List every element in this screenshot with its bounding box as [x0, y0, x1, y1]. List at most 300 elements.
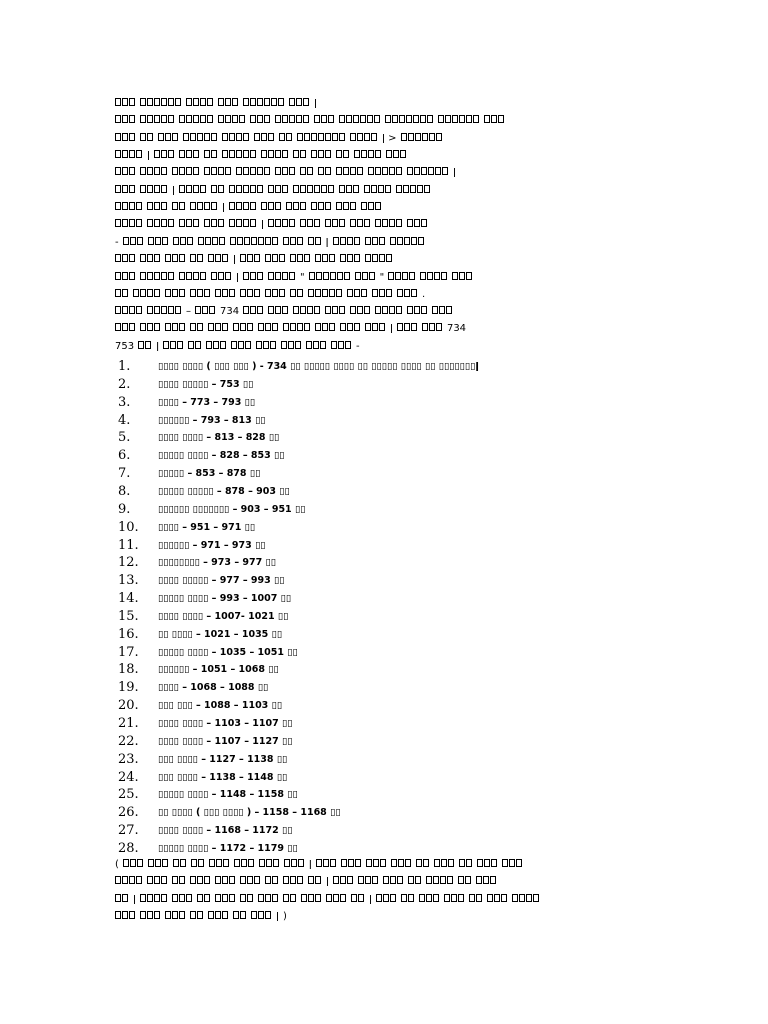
list-item-text: ▯▯▯▯▯▯ – 793 – 813 ▯▯	[158, 414, 266, 426]
list-item	[0, 501, 660, 519]
paragraph-line	[115, 146, 655, 163]
unrendered-word	[115, 907, 136, 924]
unrendered-word	[163, 337, 184, 354]
paragraph-line	[115, 250, 655, 267]
unrendered-word	[376, 890, 397, 907]
unrendered-word	[230, 233, 279, 250]
unrendered-word	[375, 215, 403, 232]
list-item-number: 15.	[118, 608, 139, 624]
unrendered-word	[512, 890, 540, 907]
unrendered-word	[115, 285, 129, 302]
list-item	[0, 733, 660, 751]
unrendered-word	[407, 163, 449, 180]
unrendered-word	[243, 268, 264, 285]
unrendered-word	[147, 215, 175, 232]
paragraph-line	[115, 337, 655, 354]
unrendered-word	[258, 890, 279, 907]
unrendered-word	[190, 250, 204, 267]
literal-text: -	[115, 236, 119, 248]
list-item-number: 28.	[118, 840, 139, 856]
unrendered-word	[140, 129, 154, 146]
unrendered-word	[188, 337, 202, 354]
unrendered-word	[309, 268, 351, 285]
unrendered-word	[364, 181, 392, 198]
unrendered-word	[115, 872, 143, 889]
list-item-text: ▯▯▯▯▯ ▯▯▯▯ – 1172 – 1179 ▯▯	[158, 842, 298, 854]
unrendered-word	[190, 319, 204, 336]
unrendered-word	[341, 855, 362, 872]
unrendered-word	[289, 94, 310, 111]
unrendered-word	[140, 890, 168, 907]
unrendered-word	[350, 215, 371, 232]
literal-text: ǀ >	[382, 132, 397, 144]
literal-text: ǀ	[453, 167, 456, 179]
list-item-number: 17.	[118, 644, 139, 660]
unrendered-word	[208, 319, 229, 336]
literal-text: ǀ	[261, 219, 264, 231]
list-item	[0, 751, 660, 769]
list-item	[0, 786, 660, 804]
list-item-number: 3.	[118, 394, 131, 410]
list-item-number: 21.	[118, 716, 139, 731]
literal-text: ǀ	[233, 254, 236, 266]
unrendered-word	[206, 337, 227, 354]
unrendered-word	[469, 890, 483, 907]
unrendered-word	[265, 285, 286, 302]
list-item-number: 16.	[118, 626, 139, 642]
unrendered-word	[476, 872, 497, 889]
unrendered-word	[165, 285, 186, 302]
unrendered-word	[254, 129, 275, 146]
literal-text: (	[115, 859, 119, 870]
list-item-number: 12.	[118, 555, 139, 571]
literal-text: ǀ	[326, 876, 329, 888]
unrendered-word	[236, 163, 271, 180]
unrendered-word	[459, 855, 473, 872]
literal-text: ǀ	[147, 150, 150, 162]
unrendered-word	[133, 285, 161, 302]
literal-text: .	[422, 288, 426, 300]
unrendered-word	[231, 337, 252, 354]
unrendered-word	[306, 337, 327, 354]
unrendered-word	[233, 319, 254, 336]
unrendered-word	[140, 181, 168, 198]
unrendered-word	[401, 129, 443, 146]
unrendered-word	[186, 94, 214, 111]
unrendered-word	[293, 146, 307, 163]
list-item-text: ▯▯▯▯▯ ▯▯▯▯ – 1148 – 1158 ▯▯	[158, 789, 298, 801]
unrendered-word	[275, 111, 310, 128]
unrendered-word	[179, 146, 200, 163]
unrendered-word	[190, 198, 218, 215]
paragraph-line	[115, 319, 655, 336]
literal-text: ǀ	[222, 202, 225, 214]
list-item	[0, 644, 660, 662]
unrendered-word	[250, 111, 271, 128]
unrendered-word	[115, 319, 136, 336]
list-item-text: ▯▯▯▯ ▯▯▯▯ – 1107 – 1127 ▯▯	[158, 735, 293, 747]
list-item-text: ▯▯▯▯ ▯▯▯▯ ( ▯▯▯ ▯▯▯ ) - 734 ▯▯ ▯▯▯▯▯ ▯▯▯▯ ▯▯ ▯▯▯▯▯ ▯▯▯▯ ▯▯ ▯▯▯▯▯▯▯ǀ	[158, 361, 479, 372]
list-item-text: ▯▯▯▯▯ – 853 – 878 ▯▯	[158, 468, 261, 480]
paragraph-line	[115, 233, 655, 250]
unrendered-word	[336, 163, 364, 180]
unrendered-word	[366, 855, 387, 872]
unrendered-word	[268, 268, 296, 285]
unrendered-word	[326, 890, 347, 907]
unrendered-word	[154, 146, 175, 163]
paragraph-line	[115, 163, 655, 180]
unrendered-word	[388, 268, 416, 285]
unrendered-word	[308, 285, 343, 302]
literal-text: "	[299, 271, 305, 283]
unrendered-word	[179, 111, 214, 128]
list-item-number: 1.	[118, 359, 131, 374]
list-item-text: ▯▯ ▯▯▯▯ – 1021 – 1035 ▯▯	[158, 628, 283, 640]
unrendered-word	[208, 250, 229, 267]
unrendered-word	[365, 250, 393, 267]
unrendered-word	[368, 163, 403, 180]
literal-text: )	[282, 910, 287, 922]
unrendered-word	[173, 855, 187, 872]
list-item	[0, 358, 660, 376]
unrendered-word	[179, 181, 207, 198]
unrendered-word	[240, 285, 261, 302]
unrendered-word	[484, 111, 505, 128]
unrendered-word	[198, 233, 226, 250]
unrendered-word	[148, 233, 169, 250]
list-item	[0, 447, 660, 465]
unrendered-word	[115, 111, 136, 128]
unrendered-word	[218, 111, 246, 128]
unrendered-word	[215, 890, 236, 907]
paragraph-line	[115, 268, 655, 285]
unrendered-word	[444, 890, 465, 907]
list-item	[0, 608, 660, 626]
literal-text: ǀ	[390, 323, 393, 335]
unrendered-word	[350, 129, 378, 146]
unrendered-word	[458, 872, 472, 889]
unrendered-word	[336, 198, 357, 215]
list-item-text: ▯▯▯▯ ▯▯▯▯ – 813 – 828 ▯▯	[158, 432, 280, 444]
unrendered-word	[123, 855, 144, 872]
unrendered-word	[311, 198, 332, 215]
unrendered-word	[165, 907, 186, 924]
list-item-text: ▯▯▯▯ ▯▯▯▯▯ – 753 ▯▯	[158, 378, 254, 390]
paragraph-line	[115, 285, 655, 302]
unrendered-word	[350, 302, 371, 319]
list-item	[0, 697, 660, 715]
unrendered-word	[333, 872, 354, 889]
unrendered-word	[222, 146, 257, 163]
unrendered-word	[340, 250, 361, 267]
unrendered-word	[234, 855, 255, 872]
unrendered-word	[268, 181, 289, 198]
unrendered-word	[372, 285, 393, 302]
unrendered-word	[391, 855, 412, 872]
list-item-text: ▯▯▯ ▯▯▯ – 1088 – 1103 ▯▯	[158, 700, 283, 712]
list-item-number: 20.	[118, 698, 139, 714]
paragraph-line	[115, 907, 655, 924]
unrendered-word	[190, 907, 204, 924]
list-item-number: 2.	[118, 376, 131, 392]
unrendered-word	[115, 181, 136, 198]
unrendered-word	[138, 337, 152, 354]
unrendered-word	[204, 215, 225, 232]
list-item-text: ▯▯▯▯▯ ▯▯▯▯ – 1035 – 1051 ▯▯	[158, 646, 298, 658]
list-item-text: ▯▯▯▯▯ ▯▯▯▯▯ – 878 – 903 ▯▯	[158, 485, 290, 497]
unrendered-word	[229, 181, 264, 198]
list-item-number: 18.	[118, 662, 139, 678]
unrendered-word	[115, 215, 143, 232]
list-item-text: ▯▯▯ ▯▯▯▯ – 1127 – 1138 ▯▯	[158, 753, 288, 765]
list-item-number: 9.	[118, 501, 131, 517]
unrendered-word	[204, 146, 218, 163]
literal-text: ǀ	[156, 340, 160, 352]
list-item	[0, 465, 660, 483]
literal-text: ǀ	[133, 893, 136, 905]
list-item	[0, 769, 660, 787]
unrendered-word	[361, 198, 382, 215]
unrendered-word	[215, 872, 236, 889]
unrendered-word	[211, 268, 232, 285]
list-item-text: ▯▯▯▯▯▯ ▯▯▯▯▯▯▯ – 903 – 951 ▯▯	[158, 503, 306, 515]
unrendered-word	[158, 129, 179, 146]
list-item	[0, 483, 660, 501]
unrendered-word	[208, 907, 229, 924]
unrendered-word	[477, 855, 498, 872]
unrendered-word	[173, 233, 194, 250]
list-item-text: ▯▯▯▯ – 951 – 971 ▯▯	[158, 521, 256, 533]
list-item-number: 14.	[118, 591, 139, 607]
literal-text: ǀ	[325, 236, 329, 248]
unrendered-word	[115, 163, 136, 180]
unrendered-word	[172, 890, 193, 907]
paragraph-line	[115, 855, 655, 872]
list-item-number: 27.	[118, 823, 139, 839]
unrendered-word	[293, 181, 335, 198]
literal-text: "	[379, 271, 385, 283]
list-item-number: 6.	[118, 448, 131, 464]
list-item-number: 19.	[118, 680, 139, 696]
list-item-text: ▯▯▯▯▯ ▯▯▯▯ – 993 – 1007 ▯▯	[158, 593, 292, 605]
unrendered-word	[420, 268, 448, 285]
unrendered-word	[172, 198, 186, 215]
unrendered-word	[422, 319, 443, 336]
literal-text: –	[186, 306, 191, 317]
list-item-text: ▯▯▯▯▯▯ – 1051 – 1068 ▯▯	[158, 664, 279, 676]
unrendered-word	[115, 129, 136, 146]
unrendered-word	[243, 302, 264, 319]
list-item	[0, 590, 660, 608]
unrendered-word	[140, 94, 182, 111]
unrendered-word	[140, 907, 161, 924]
list-item	[0, 519, 660, 537]
list-item-number: 24.	[118, 769, 139, 785]
unrendered-word	[240, 250, 261, 267]
unrendered-word	[318, 163, 332, 180]
unrendered-word	[386, 146, 407, 163]
list-item-number: 13.	[118, 573, 139, 589]
unrendered-word	[215, 285, 236, 302]
unrendered-word	[251, 907, 272, 924]
unrendered-word	[347, 285, 368, 302]
list-item	[0, 554, 660, 572]
list-item	[0, 376, 660, 394]
unrendered-word	[261, 198, 282, 215]
list-item-number: 5.	[118, 430, 131, 446]
unrendered-word	[340, 319, 361, 336]
unrendered-word	[283, 872, 304, 889]
unrendered-word	[407, 215, 428, 232]
unrendered-word	[416, 855, 430, 872]
list-item-text: ▯▯▯ ▯▯▯▯ – 1138 – 1148 ▯▯	[158, 771, 288, 783]
list-item-text: ▯▯▯▯ – 773 – 793 ▯▯	[158, 396, 256, 408]
unrendered-word	[140, 111, 175, 128]
list-item	[0, 715, 660, 733]
list-item-text: ▯▯▯▯ ▯▯▯▯▯ – 977 – 993 ▯▯	[158, 575, 285, 587]
unrendered-word	[283, 319, 311, 336]
unrendered-word	[365, 233, 386, 250]
unrendered-word	[315, 250, 336, 267]
list-item-text: ▯▯▯▯▯▯▯▯ – 973 – 977 ▯▯	[158, 557, 276, 569]
literal-text: 734	[446, 323, 467, 335]
unrendered-word	[179, 215, 200, 232]
unrendered-word	[115, 890, 129, 907]
list-item-number: 7.	[118, 466, 131, 482]
literal-text: ǀ	[314, 98, 317, 109]
unrendered-word	[191, 855, 205, 872]
list-item	[0, 412, 660, 430]
unrendered-word	[355, 268, 376, 285]
unrendered-word	[197, 890, 211, 907]
paragraph-line	[115, 181, 655, 198]
literal-text: 734	[220, 306, 240, 317]
unrendered-word	[265, 872, 279, 889]
paragraph-line	[115, 198, 655, 215]
list-item-text: ▯▯▯▯ ▯▯▯▯ – 1007- 1021 ▯▯	[158, 610, 289, 622]
list-item	[0, 661, 660, 679]
unrendered-word	[314, 111, 335, 128]
unrendered-word	[240, 890, 254, 907]
unrendered-word	[233, 907, 247, 924]
unrendered-word	[140, 268, 175, 285]
unrendered-word	[115, 94, 136, 111]
unrendered-word	[240, 872, 261, 889]
unrendered-word	[222, 129, 250, 146]
unrendered-word	[407, 302, 428, 319]
unrendered-word	[336, 146, 350, 163]
unrendered-word	[115, 146, 143, 163]
unrendered-word	[147, 198, 168, 215]
paragraph-line	[115, 129, 655, 146]
list-item	[0, 537, 660, 555]
list-item-text: ▯▯▯▯▯▯ – 971 – 973 ▯▯	[158, 539, 266, 551]
paragraph-line	[115, 872, 655, 889]
unrendered-word	[209, 855, 230, 872]
unrendered-word	[115, 198, 143, 215]
unrendered-word	[268, 302, 289, 319]
unrendered-word	[284, 855, 305, 872]
unrendered-word	[354, 146, 382, 163]
unrendered-word	[140, 163, 168, 180]
unrendered-word	[183, 129, 218, 146]
literal-text: ǀ	[172, 184, 175, 196]
unrendered-word	[487, 890, 508, 907]
unrendered-word	[438, 111, 480, 128]
unrendered-word	[301, 890, 322, 907]
unrendered-word	[351, 890, 365, 907]
literal-text: 753	[115, 340, 135, 352]
unrendered-word	[229, 198, 257, 215]
unrendered-word	[339, 181, 360, 198]
unrendered-word	[279, 129, 293, 146]
unrendered-word	[316, 855, 337, 872]
unrendered-word	[195, 302, 216, 319]
list-item-number: 4.	[118, 412, 131, 428]
unrendered-word	[308, 233, 322, 250]
unrendered-word	[290, 250, 311, 267]
unrendered-word	[172, 163, 200, 180]
unrendered-word	[165, 250, 186, 267]
unrendered-word	[283, 890, 297, 907]
unrendered-word	[365, 319, 386, 336]
list-item	[0, 429, 660, 447]
unrendered-word	[419, 890, 440, 907]
list-item-text: ▯▯ ▯▯▯▯ ( ▯▯▯ ▯▯▯▯ ) – 1158 – 1168 ▯▯	[158, 807, 341, 819]
list-item	[0, 626, 660, 644]
list-item-text: ▯▯▯▯▯ ▯▯▯▯ – 828 – 853 ▯▯	[158, 450, 285, 462]
unrendered-word	[286, 198, 307, 215]
unrendered-word	[261, 146, 289, 163]
unrendered-word	[300, 163, 314, 180]
unrendered-word	[452, 268, 473, 285]
list-item-number: 25.	[118, 787, 139, 803]
unrendered-word	[290, 285, 304, 302]
unrendered-word	[408, 872, 422, 889]
list-item-number: 10.	[118, 519, 139, 535]
unrendered-word	[401, 890, 415, 907]
unrendered-word	[293, 302, 321, 319]
list-item-text: ▯▯▯▯ ▯▯▯▯ – 1168 – 1172 ▯▯	[158, 825, 293, 837]
unrendered-word	[218, 94, 239, 111]
list-item-text: ▯▯▯▯ – 1068 – 1088 ▯▯	[158, 682, 269, 694]
literal-text: ǀ	[236, 271, 239, 283]
paragraph-line	[115, 111, 655, 128]
unrendered-word	[325, 215, 346, 232]
unrendered-word	[123, 233, 144, 250]
unrendered-word	[258, 319, 279, 336]
list-item-number: 26.	[118, 805, 139, 821]
unrendered-word	[179, 268, 207, 285]
unrendered-word	[190, 872, 211, 889]
unrendered-word	[426, 872, 454, 889]
literal-text: -	[356, 340, 360, 352]
unrendered-word	[281, 337, 302, 354]
unrendered-word	[434, 855, 455, 872]
unrendered-word	[331, 337, 352, 354]
list-item-number: 23.	[118, 751, 139, 767]
unrendered-word	[383, 872, 404, 889]
unrendered-word	[147, 872, 168, 889]
unrendered-word	[375, 302, 403, 319]
unrendered-word	[339, 111, 381, 128]
list-item	[0, 394, 660, 412]
unrendered-word	[256, 337, 277, 354]
list-item	[0, 804, 660, 822]
literal-text: ǀ	[276, 910, 279, 922]
unrendered-word	[115, 250, 136, 267]
list-item-text: ▯▯▯▯ ▯▯▯▯ – 1103 – 1107 ▯▯	[158, 718, 293, 729]
